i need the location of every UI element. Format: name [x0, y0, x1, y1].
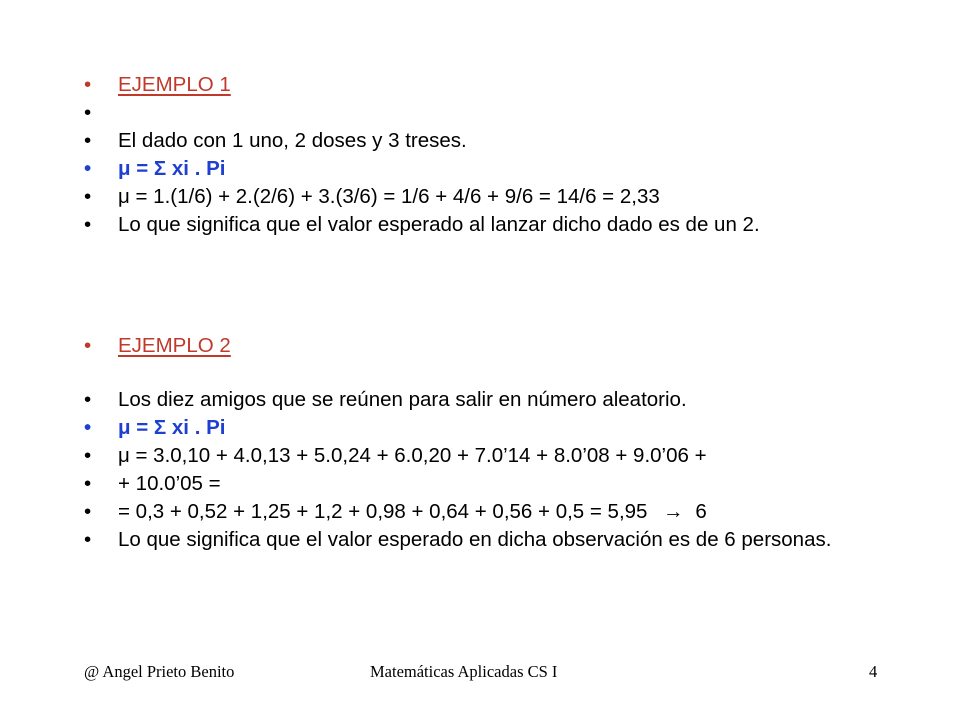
example2-conclusion: • Lo que significa que el valor esperado en dicha observación es de 6 personas.: [84, 527, 914, 553]
example1-heading: [84, 72, 914, 98]
example1-calculation: • μ = 1.(1/6) + 2.(2/6) + 3.(3/6) = 1/6 + 4/6 + 9/6 = 14/6 = 2,33: [84, 184, 914, 210]
arrow-right-icon: →: [663, 500, 684, 523]
example1-formula: • μ = Σ xi . Pi: [84, 156, 914, 182]
example2-calculation-1: • μ = 3.0,10 + 4.0,13 + 5.0,24 + 6.0,20 + 7.0’14 + 8.0’08 + 9.0’06 +: [84, 443, 914, 469]
example1-empty-bullet: [84, 100, 914, 126]
example2-description: • Los diez amigos que se reúnen para salir en número aleatorio.: [84, 387, 914, 413]
example1-description: • El dado con 1 uno, 2 doses y 3 treses.: [84, 128, 914, 154]
footer-page-number: 4: [869, 662, 878, 681]
example2-list: [84, 333, 914, 555]
example1-conclusion: • Lo que significa que el valor esperado al lanzar dicho dado es de un 2.: [84, 212, 914, 238]
footer-author: @ Angel Prieto Benito: [84, 662, 235, 681]
example2-calc3-result: 6: [695, 500, 707, 523]
example1-list: [84, 72, 914, 240]
example2-formula: • μ = Σ xi . Pi: [84, 415, 914, 441]
example2-heading: [84, 333, 914, 359]
example2-heading-text: EJEMPLO 2: [118, 334, 231, 357]
example2-calc3-text: = 0,3 + 0,52 + 1,25 + 1,2 + 0,98 + 0,64 + 0,56 + 0,5 = 5,95: [118, 500, 648, 523]
example2-calculation-2: • + 10.0’05 =: [84, 471, 914, 497]
example1-heading-text: EJEMPLO 1: [118, 73, 231, 96]
footer-course: Matemáticas Aplicadas CS I: [370, 662, 558, 681]
example2-calculation-3: [84, 499, 914, 525]
